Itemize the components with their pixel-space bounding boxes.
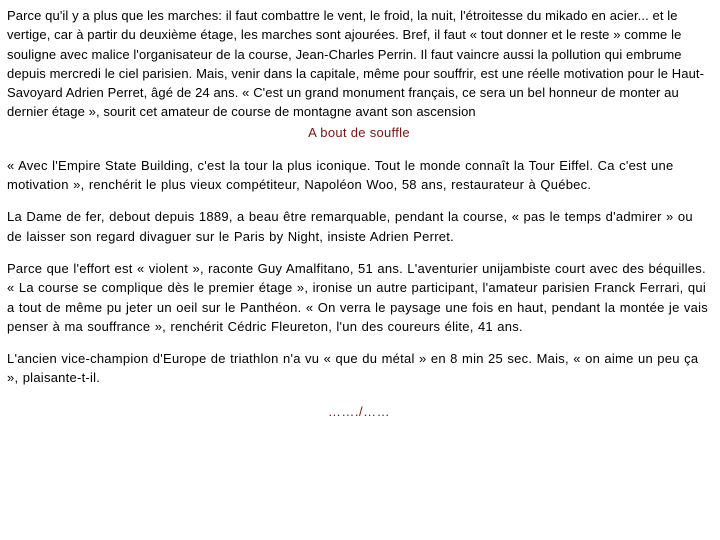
paragraph-triathlon: L'ancien vice-champion d'Europe de triathlon n'a vu « que du métal » en 8 min 25 sec. Mais, « on aime un peu ça », plaisante-t-il. xyxy=(7,351,699,386)
section-title: A bout de souffle xyxy=(308,124,410,140)
paragraph-empire-state: « Avec l'Empire State Building, c'est la tour la plus iconique. Tout le monde connaît la Tour Eiffel. Ca c'est une motivation », renchérit le plus vieux compétiteur, Napoléon Woo, 58 ans, restaurateur à Québec. xyxy=(7,157,674,193)
continuation-marker: ……./…… xyxy=(327,403,391,419)
paragraph-effort-violent: Parce que l'effort est « violent », raconte Guy Amalfitano, 51 ans. L'aventurier unijambiste court avec des béquilles. « La course se complique dès le premier étage », ironise un autre participant, l'amateur parisien Franck Ferrari, qui a tout de même pu jeter un oeil sur le Panthéon. « On verra le paysage une fois en haut, pendant la montée je vais penser à ma souffrance », renchérit Cédric Fleureton, l'un des coureurs élite, 41 ans. xyxy=(7,260,709,334)
paragraph-dame-de-fer: La Dame de fer, debout depuis 1889, a beau être remarquable, pendant la course, « pas le temps d'admirer » ou de laisser son regard divaguer sur le Paris by Night, insiste Adrien Perret. xyxy=(7,209,693,244)
intro-paragraph: Parce qu'il y a plus que les marches: il faut combattre le vent, le froid, la nuit, l'étroitesse du mikado en acier... et le vertige, car à partir du deuxième étage, les marches sont ajourées. Bref, il faut « tout donner et le reste » comme le souligne avec malice l'organisateur de la course, Jean-Charles Perrin. Il faut vaincre aussi la pollution qui embrume depuis mercredi le ciel parisien. Mais, venir dans la capitale, même pour souffrir, est une réelle motivation pour le Haut-Savoyard Adrien Perret, âgé de 24 ans. « C'est un grand monument français, ce sera un bel honneur de monter au dernier étage », sourit cet amateur de course de montagne avant son ascension xyxy=(7,8,705,120)
